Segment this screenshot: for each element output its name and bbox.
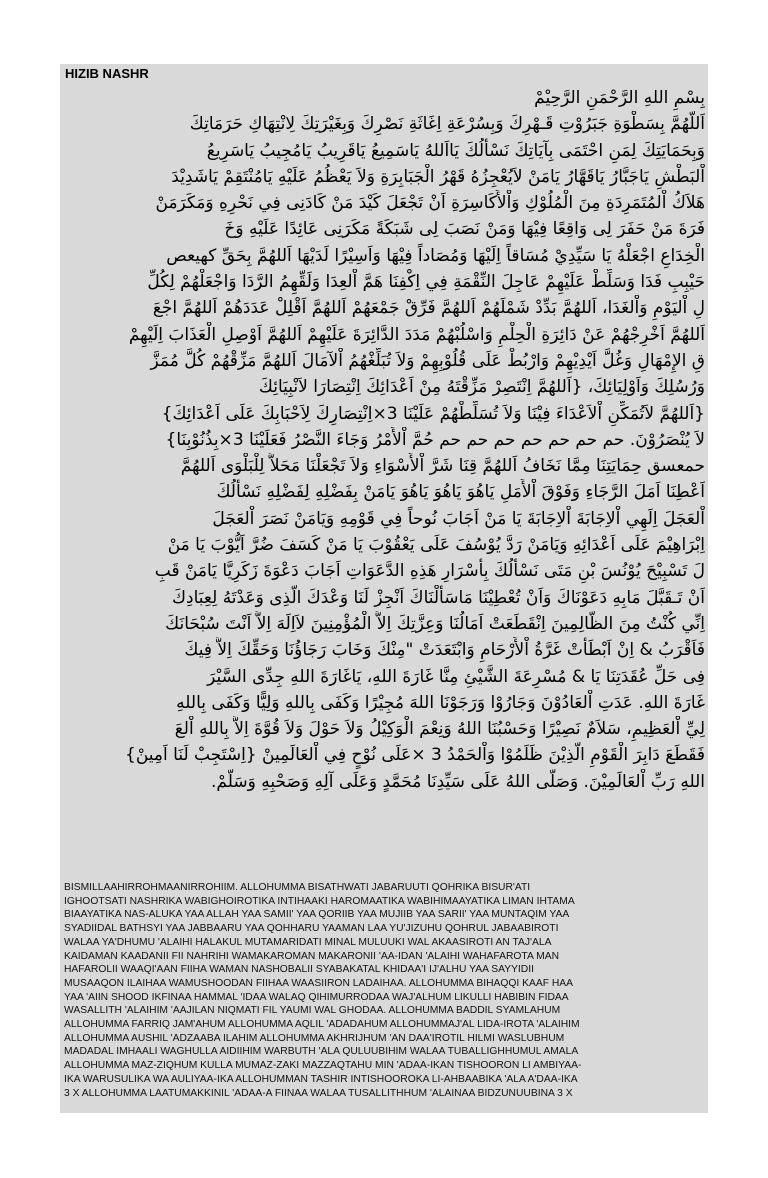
document-page [60, 64, 708, 1113]
transliteration-line: WALAA YA'DHUMU 'ALAIHI HALAKUL MUTAMARIDATI MINAL MULUUKI WAL AKAASIROTI AN TAJ'ALA [64, 936, 552, 948]
arabic-line: وَبِحَمَايَتِكَ لِمَنِ احْتَمَى بِآيَاتِكَ نَسْأَلُكَ يَااَللهُ يَاسَمِيعُ يَاقَرِيبُ يَامُجِيبُ يَاسَرِيعُ [206, 140, 705, 161]
arabic-line: قِ الإِمْهَالِ وَغُلَّ اَيْدِيْهِمْ وَارْبُطْ عَلَى قُلُوْبِهِمْ وَلاَ تُبَلِّغْهُمُ اْلآمَالَ اَللهُمَّ مَزِّقْهُمْ كُلَّ مُمَزَّ [150, 350, 705, 371]
transliteration-text-block [64, 881, 704, 1113]
transliteration-line: ALLOHUMMA AUSHIL 'ADZAABA ILAHIM ALLOHUMMA AKHRIJHUM 'AN DAA'IROTIL HILMI WASLUBHUM [64, 1032, 565, 1044]
arabic-line: وَرُسُلِكَ وَاَوْلِيَائِكَ، {اَللهُمَّ اِنْتَصِرْ مَزِّقْتَهُ مِنْ اَعْدَائِكَ اِنْتِصَارَا لاَنْبِيَائِكَ [258, 377, 705, 398]
arabic-line: لِ اْليَوْمِ وَاْلغَدَا، اَللهُمَّ بَدِّدْ شَمْلَهُمْ اَللهُمَّ فَرِّقْ جَمْعَهُمْ اَللهُمَّ اَقْلِلْ عَدَدَهُمْ اَللهُمَّ اجْعَ [152, 298, 705, 319]
arabic-line: اْلعَجَلَ اِلَهِي اْلاِجَابَةَ اْلاِجَابَةَ يَا مَنْ اَجَابَ نُوحاً فِي قَوْمِهِ وَيَامَنْ نَصَرَ اْلعَجَلَ [212, 508, 705, 529]
transliteration-line: HAFAROLII WAAQI'AAN FIIHA WAMAN NASHOBALII SYABAKATAL KHIDAA'I IJ'ALHU YAA SAYYIDII [64, 964, 534, 976]
transliteration-line: BISMILLAAHIRROHMAANIRROHIIM. ALLOHUMMA BISATHWATI JABARUUTI QOHRIKA BISUR'ATI [64, 882, 531, 893]
arabic-line: فَرَةَ مَنْ حَفَرَ لِى وَاقِعًا فِيْهَا وَمَنْ نَصَبَ لِى شَبَكَةً مَكَرَنِى عَائِدًا عَلَيْهِ وَخَ [224, 219, 705, 240]
transliteration-line: ALLOHUMMA MAZ-ZIQHUM KULLA MUMAZ-ZAKI MAZZAQTAHU MIN 'ADAA-IKAN TISHOORON LI AMBIYAA- [64, 1060, 582, 1072]
arabic-line: اْلبَطْشِ يَاجَبَّارُ يَاقَهَّارُ يَامَنْ لاَيُعْجِزُهُ قَهْرُ الْجَبَابِرَةِ وَلاَ يَعْظُمُ عَلَيْهِ يَامُنْتَقِمْ يَاشَدِيْدَ [171, 166, 705, 187]
arabic-line: لَ تَسْبِيْحَ يُوْنُسَ بْنِ مَتَى نَسْأَلُكَ بِأَسْرَارِ هَذِهِ الدَّعَوَاتِ اَجَابَ دَعْوَةَ زَكَرِيَّا يَامَنْ قَبِ [154, 561, 705, 582]
arabic-line: لاَ يُنْصَرُوْنَ. حم حم حم حم حم حم حم حُمَّ اْلأَمْرُ وَجَاءَ النَّصْرُ فَعَلَيْنَا 3×بِذُنُوْبِنَا} [165, 429, 705, 450]
arabic-line: اَللهُمَّ اَخْرِجْهُمْ عَنْ دَائِرَةِ الْحِلْمِ وَاسْلُبْهُمْ مَدَدَ الدَّائِرَةَ عَلَيْهِمْ اَللهُمَّ اَوْصِلِ الْعَذَابَ اِلَيْهِمْ [128, 324, 705, 345]
arabic-line: حمعسق حِمَايَتِنَا مِمَّا نَخَافُ اَللهُمَّ قِنَا شَرَّ اْلأَسْوَاءِ وَلاَ تَجْعَلْنَا مَحَلاًّ لِلْبَلْوَى اَللهُمَّ [180, 456, 705, 477]
arabic-line: الْخِدَاعِ اجْعَلْهُ يَا سَيِّدِيْ مُسَاقاً اِلَيْهَا وَمُصَاداً فِيْهَا وَاَسِيْرًا لَدَيْهَا اَللهُمَّ بِحَقِّ كهيعص [166, 245, 705, 266]
arabic-line: حَيْبِبِ فَدَا وَسَلِّطْ عَلَيْهِمْ عَاجِلَ النِّقْمَةِ فِي اِكْفِنَا هَمَّ اْلعِدَا وَلَقِّهِمُ الرَّدَا وَاجْعَلْهُمْ لِكُلِّ [147, 272, 705, 293]
transliteration-line: IKA WARUSULIKA WA AULIYAA-IKA ALLOHUMMAN TASHIR INTISHOOROKA LI-AHBAABIKA 'ALA A'DAA-IKA [64, 1073, 578, 1085]
arabic-line: لِيِّ اْلعَظِيمِ، سَلاَمٌ نَصِيْرًا وَحَسْبُنَا اللهُ وَنِعْمَ الْوَكِيْلُ وَلاَ حَوْلَ وَلاَ قُوَّةَ اِلاَّ بِاللهِ اْلعَ [174, 719, 705, 740]
transliteration-line: 3 X ALLOHUMMA LAATUMAKKINIL 'ADAA-A FIINAA WALAA TUSALLITHHUM 'ALAINAA BIDZUNUUBINA 3 X [64, 1087, 573, 1099]
transliteration-line: ALLOHUMMA FARRIQ JAM'AHUM ALLOHUMMA AQLIL 'ADADAHUM ALLOHUMMAJ'AL LIDA-IROTA 'ALAIHIM [64, 1019, 580, 1031]
arabic-line: اللهِ رَبِّ اْلعَالَمِيْنَ. وَصَلَّى اللهُ عَلَى سَيِّدِنَا مُحَمَّدٍ وَعَلَى آلِهِ وَصَحْبِهِ وَسَلَّمْ. [211, 771, 705, 792]
arabic-text-block [63, 85, 705, 875]
arabic-line: اَعْطِنَا اَمَلَ الرَّجَاءِ وَفَوْقَ اْلأَمَلِ يَاهُوَ يَاهُوَ يَاهُوَ يَامَنْ بِفَضْلِهِ لِفَضْلِهِ نَسْأَلُكَ [216, 482, 705, 503]
transliteration-line: KAIDAMAN KAADANII FII NAHRIHI WAMAKAROMAN MAKARONII 'AA-IDAN 'ALAIHI WAHAFAROTA MAN [64, 950, 560, 962]
arabic-line: اِنِّي كُنْتُ مِنَ الظَّالِمِينَ اِنْقَطَعَتْ اَمَالُنَا وَعِزَّتِكَ اِلاَّ الْمُؤْمِنِينَ لاَاِلَهَ اِلاَّ اَنْتَ سُبْحَانَكَ [165, 613, 705, 634]
arabic-line: اَنْ تَـقَبَّلَ مَابِهِ دَعَوْنَاكَ وَاَنْ تُعْطِيْنَا مَاسَأَلْنَاكَ اَنْجِزْ لَنَا وَعْدَكَ الَّذِى وَعَدْتَهُ لِعِبَادِكَ [172, 587, 705, 608]
arabic-line: فَقَطَعَ دَابِرَ الْقَوْمِ الَّذِيْنَ ظَلَمُوْا وَاْلحَمْدُ 3 ×عَلَى نُوْحٍ فِي اْلعَالَمِينْ {اِسْتَجِبْ لَنَا اَمِينْ} [125, 745, 705, 766]
transliteration-line: BIAAYATIKA NAS-ALUKA YAA ALLAH YAA SAMII' YAA QORIIB YAA MUJIIB YAA SARII' YAA MUNTAQIM YAA [64, 909, 570, 921]
arabic-line: {اَللهُمَّ لاَتُمَكِّنِ اْلاَعْدَاءَ فِيْنَا وَلاَ تُسَلِّطْهُمْ عَلَيْنَا 3×اِنْتِصَارِكَ لِاَحْبَابِكَ عَلَى اَعْدَائِكَ} [161, 403, 705, 424]
transliteration-line: YAA 'AIIN SHOOD IKFINAA HAMMAL 'IDAA WALAQ QIHIMURRODAA WAJ'ALHUM LIKULLI HABIBIN FIDAA [64, 991, 569, 1003]
arabic-line: اَللَّهُمَّ بِسَطْوَةِ جَبَرُوْتِ قَـهْرِكَ وَبِسُرْعَةِ اِغَاثَةِ نَصْرِكَ وَبِغَيْرَتِكَ لِانْتِهَاكِ حَرَمَاتِكَ [189, 114, 705, 135]
arabic-line: اِبْرَاهِيْمَ عَلَى اَعْدَائِهِ وَيَامَنْ رَدَّ يُوْسُفَ عَلَى يَعْقُوْبَ يَا مَنْ كَسَفَ ضُرَّ اَيُّوْبَ يَا مَنْ [167, 535, 705, 556]
arabic-line: هَلاَكُ اْلمُتَمَرِدَةِ مِنَ الْمُلُوْكِ وَاْلأَكَاسِرَةِ اَنْ تَجْعَلَ كَيْدَ مَنْ كَادَنِى فِي نَحْرِهِ وَمَكَرَمَنْ [155, 193, 705, 214]
arabic-line: بِسْمِ اللهِ الرَّحْمَنِ الرَّحِيْمْ [534, 88, 705, 108]
transliteration-line: MADADAL IMHAALI WAGHULLA AIDIIHIM WARBUTH 'ALA QULUUBIHIM WALAA TUBALLIGHHUMUL AMALA [64, 1046, 579, 1058]
transliteration-line: MUSAAQON ILAIHAA WAMUSHOODAN FIIHAA WAASIIRON LADAIHAA. ALLOHUMMA BIHAQQI KAAF HAA [64, 977, 574, 989]
arabic-line: فِى حَلِّ عُقَدَتِنَا يَا & مُسْرِعَةَ الشَّيْئِ مِنَّا غَارَةَ اللهِ، يَاغَارَةَ اللهِ جِدِّى السَّيْرَ [207, 666, 705, 687]
transliteration-line: SYADIIDAL BATHSYI YAA JABBAARU YAA QOHHARU YAAMAN LAA YU'JIZUHU QOHRUL JABAABIROTI [64, 923, 559, 935]
transliteration-line: IGHOOTSATI NASHRIKA WABIGHOIROTIKA INTIHAAKI HAROMAATIKA WABIHIMAAYATIKA LIMAN IHTAMA [64, 895, 575, 907]
arabic-line: غَارَةَ اللهِ. عَدَتِ اْلعَادُوْنَ وَجَارُوْا وَرَجَوْنَا اللهَ مُجِيْرًا وَكَفَى بِاللهِ وَلِيًّا وَكَفَى بِاللهِ [176, 692, 705, 713]
document-title: HIZIB NASHR [65, 66, 149, 81]
transliteration-line: WASALLITH 'ALAIHIM 'AAJILAN NIQMATI FIL YAUMI WAL GHODAA. ALLOHUMMA BADDIL SYAMLAHUM [64, 1005, 561, 1017]
arabic-line: فَاَقْرَبُ & اِنْ اَبْطَأَتْ غَرَّةُ اْلأَرْحَامِ وَابْتَعَدَتْ "مِنْكَ وَخَابَ رَجَاؤُنَا وَحَقِّكَ اِلاَّ فِيكَ [184, 640, 705, 661]
